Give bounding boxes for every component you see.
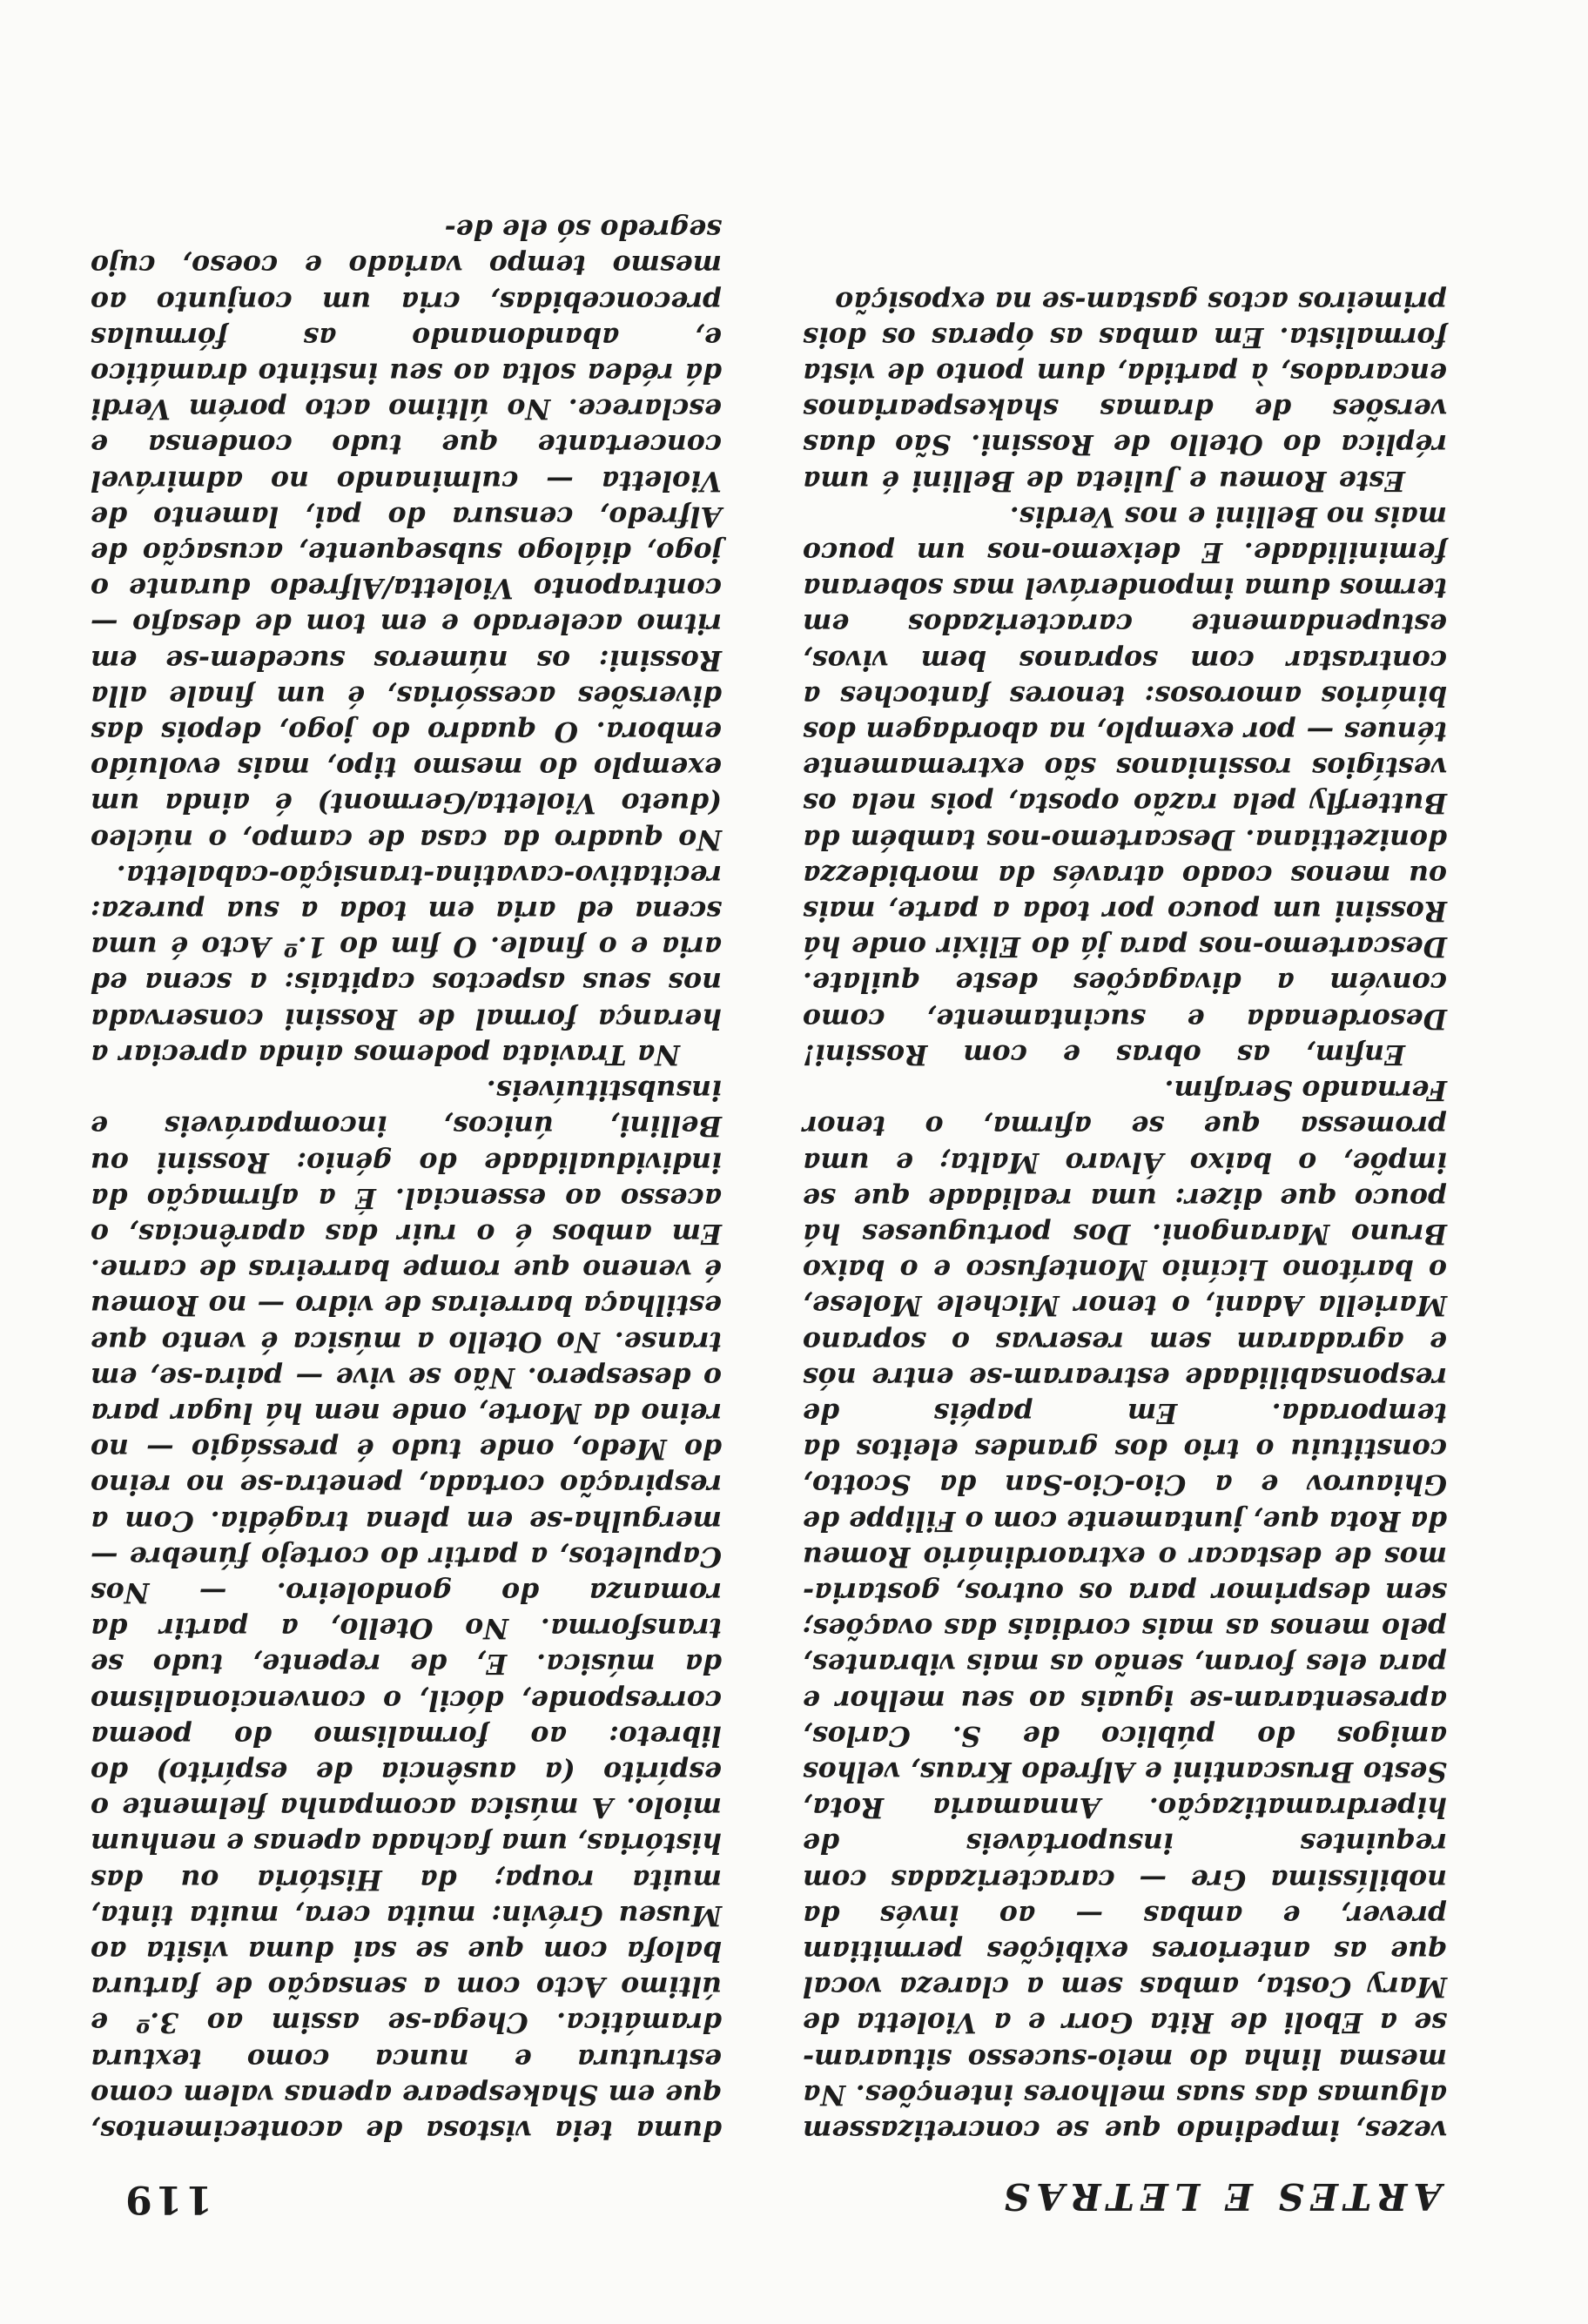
paragraph: vezes, impedindo que se concretizassem algumas das suas melhores intenções. Na mesma linha do meio-sucesso situaram-se a Eboli de Rita Gorr e a Violetta de Mary Costa, ambas sem a clareza vocal que as anteriores exibições permitiam prever, e ambas — ao invés da nobilíssima Gre — caracterizadas com requintes insuportáveis de hiperdramatização. Annamaria Rota, Sesto Bruscantini e Alfredo Kraus, velhos amigos do público de S. Carlos, apresentaram-se iguais ao seu melhor e para eles foram, senão as mais vibrantes, pelo menos as mais cordiais das ovações; sem desprimor para os outros, gostaria-mos de destacar o extraordinário Romeu da Rota que, juntamente com o Filippe de Ghiaurov e a Cio-Cio-San da Scotto, constituiu o trio dos grandes eleitos da temporada. Em papéis de responsabilidade estrearam-se entre nós e agradaram sem reservas o soprano Mariella Adani, o tenor Michele Molese, o barítono Licínio Montefusco e o baixo Bruno Marangoni. Dos portugueses há pouco que dizer: uma realidade que se impõe, o baixo Álvaro Malta; e uma promessa que se afirma, o tenor Fernando Serafim. bbox=[803, 1074, 1447, 2146]
paragraph: duma teia vistosa de acontecimentos, que em Shakespeare apenas valem como estrutura e nunca como textura dramática. Chega-se assim ao 3.º e último Acto com a sensação de fartura balofa com que se sai duma visita ao Museu Grévin: muita cera, muita tinta, muita roupa; da História ou das histórias, uma fachada apenas e nenhum miolo. A música acompanha fielmente o espírito (a ausência de espírito) do libreto: ao formalismo do poema corresponde, dócil, o convencionalismo da música. E, de repente, tudo se transforma. No Otello, a partir da romanza do gondoleiro. — Nos Capuletos, a partir do cortejo fúnebre — mergulha-se em plena tragédia. Com a respiração cortada, penetra-se no reino do Medo, onde tudo é presságio — no reino da Morte, onde nem há lugar para o desespero. Não se vive — paira-se, em transe. No Otello a música é vento que estilhaça barreiras de vidro — no Romeu é veneno que rompe barreiras de carne. Em ambos é o ruir das aparências, o acesso ao essencial. É a afirmação da individualidade do génio: Rossini ou Bellini, únicos, incomparáveis e insubstituíveis. bbox=[91, 1074, 722, 2146]
paragraph: Enfim, as obras e com Rossini! Desordenada e sucintamente, como convém a divagações deste quilate. Descartemo-nos para já do Elixir onde há Rossini um pouco por toda a parte, mais ou menos coado através da morbidezza donizettiana. Descartemo-nos também da Butterfly pela razão oposta, pois nela os vestígios rossinianos são extremamente ténues — por exemplo, na abordagem dos binários amorosos: tenores fantoches a contrastar com sopranos bem vivos, estupendamente caracterizados em termos duma imponderável mas soberana feminilidade. E deixemo-nos um pouco mais no Bellini e nos Verdis. bbox=[803, 500, 1447, 1071]
paragraph: Este Romeu e Julieta de Bellini é uma réplica do Otello de Rossini. São duas versões de dramas shakespearianos encarados, à partida, dum ponto de vista formalista. Em ambas as óperas os dois primeiros actos gastam-se na exposição bbox=[803, 285, 1447, 497]
page-number: 119 bbox=[122, 2177, 212, 2221]
right-text-column bbox=[91, 212, 722, 2148]
left-text-column bbox=[803, 283, 1447, 2148]
paragraph: Na Traviata podemos ainda apreciar a herança formal de Rossini conservada nos seus aspectos capitais: a scena ed aria e o finale. O fim do 1.º Acto é uma scena ed aria em toda a sua pureza: recitativo-cavatina-transição-cabaletta. No quadro da casa de campo, o núcleo (dueto Violetta/Germont) é ainda um exemplo do mesmo tipo, mais evoluído embora. O quadro do jogo, depois das diversões acessórias, é um finale alla Rossini: os números sucedem-se em ritmo acelerado e em tom de desafio — contraponto Violetta/Alfredo durante o jogo, diálogo subsequente, acusação de Alfredo, censura do pai, lamento de Violetta — culminando no admirável concertante que tudo condensa e esclarece. No último acto porém Verdi dá rédea solta ao seu instinto dramático e, abandonando as fórmulas preconcebidas, cria um conjunto ao mesmo tempo variado e coeso, cujo segredo só ele de- bbox=[91, 213, 722, 1071]
page-header bbox=[0, 2150, 1588, 2324]
running-title: ARTES E LETRAS bbox=[997, 2175, 1442, 2218]
